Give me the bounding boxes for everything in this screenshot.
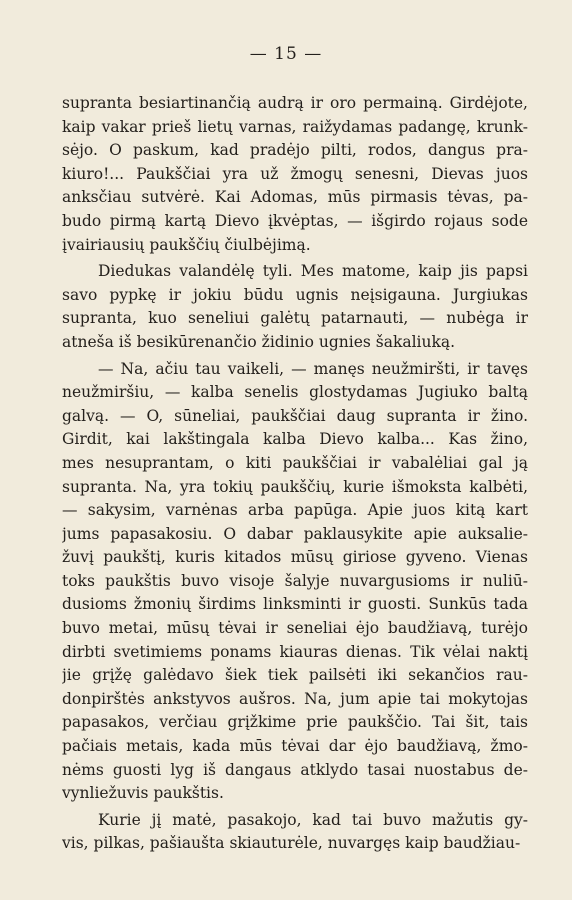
text-line: vis, pilkas, pašiaušta skiauturėle, nuvargęs kaip baudžiau- (62, 834, 521, 853)
text-line: papasakos, verčiau grįžkime prie paukščio. Tai šit, tais (62, 713, 528, 732)
text-line: mes nesuprantam, o kiti paukščiai ir vabalėliai gal ją (62, 453, 528, 472)
text-line: kaip vakar prieš lietų varnas, raižydamas padangę, krunk- (62, 117, 528, 136)
text-line: pačiais metais, kada mūs tėvai dar ėjo baudžiavą, žmo- (62, 737, 528, 756)
text-line: budo pirmą kartą Dievo įkvėptas, — išgirdo rojaus sode (62, 211, 528, 230)
text-line: supranta. Na, yra tokių paukščių, kurie išmoksta kalbėti, (62, 477, 528, 496)
paragraph (62, 92, 528, 257)
text-line: savo pypkę ir jokiu būdu ugnis neįsigauna. Jurgiukas (62, 285, 528, 304)
text-line: nėms guosti lyg iš dangaus atklydo tasai nuostabus de- (62, 760, 528, 779)
paragraph (62, 358, 528, 806)
text-line: Diedukas valandėlę tyli. Mes matome, kaip jis papsi (98, 262, 528, 281)
text-line: buvo metai, mūsų tėvai ir seneliai ėjo baudžiavą, turėjo (62, 619, 528, 638)
page-number: — 15 — (249, 44, 323, 64)
paragraph (62, 260, 528, 354)
text-line: Girdit, kai lakštingala kalba Dievo kalba... Kas žino, (62, 430, 528, 449)
paragraph (62, 809, 528, 856)
text-line: kiuro!... Paukščiai yra už žmogų senesni, Dievas juos (62, 164, 528, 183)
text-line: jie grįžę galėdavo šiek tiek pailsėti iki sekančios rau- (62, 666, 528, 685)
text-line: sėjo. O paskum, kad pradėjo pilti, rodos, dangus pra- (62, 141, 528, 160)
text-line: neužmiršiu, — kalba senelis glostydamas Jugiuko baltą (62, 383, 528, 402)
text-line: dirbti svetimiems ponams kiauras dienas. Tik vėlai naktį (62, 642, 528, 661)
text-line: toks paukštis buvo visoje šalyje nuvargusioms ir nuliū- (62, 571, 528, 590)
text-line: supranta besiartinančią audrą ir oro permainą. Girdėjote, (62, 94, 528, 112)
text-line: supranta, kuo seneliui galėtų patarnauti, — nubėga ir (62, 309, 528, 328)
text-line: atneša iš besikūrenančio židinio ugnies šakaliuką. (62, 332, 456, 351)
text-line: donpirštės ankstyvos aušros. Na, jum apie tai mokytojas (62, 689, 528, 708)
text-line: dusioms žmonių širdims linksminti ir guosti. Sunkūs tada (62, 595, 528, 614)
text-line: jums papasakosiu. O dabar paklausykite apie auksalie- (62, 524, 528, 543)
body-text (62, 92, 528, 856)
text-line: anksčiau sutvėrė. Kai Adomas, mūs pirmasis tėvas, pa- (62, 188, 528, 207)
text-line: — Na, ačiu tau vaikeli, — manęs neužmiršti, ir tavęs (98, 359, 528, 378)
text-line: įvairiausių paukščių čiulbėjimą. (62, 235, 311, 254)
text-line: žuvį paukštį, kuris kitados mūsų giriose gyveno. Vienas (62, 548, 528, 567)
text-line: vynliežuvis paukštis. (62, 784, 224, 803)
text-line: Kurie jį matė, pasakojo, kad tai buvo mažutis gy- (98, 810, 528, 829)
text-line: galvą. — O, sūneliai, paukščiai daug supranta ir žino. (62, 406, 528, 425)
text-line: — sakysim, varnėnas arba papūga. Apie juos kitą kart (62, 501, 528, 520)
